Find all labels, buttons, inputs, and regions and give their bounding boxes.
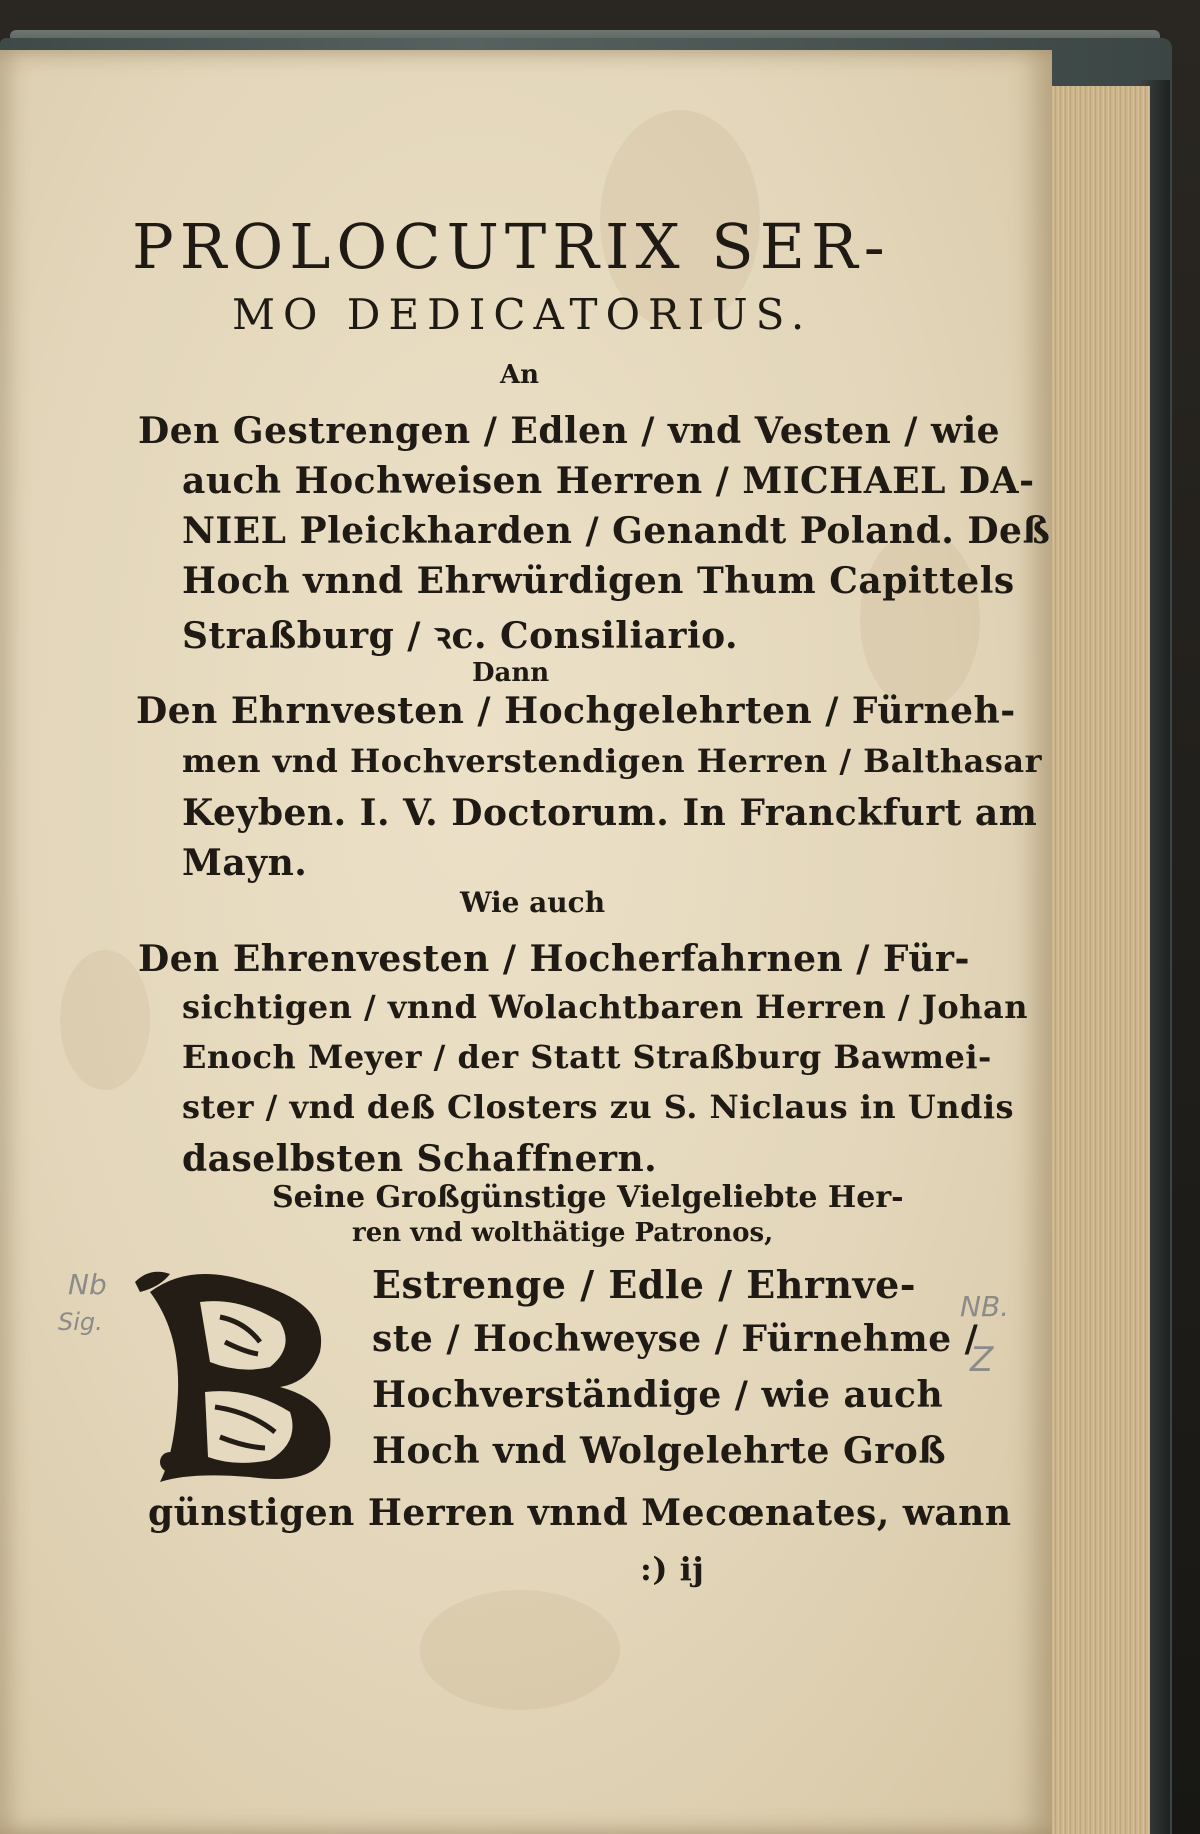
- para4-line: günstigen Herren vnnd Mecœnates, wann: [148, 1492, 1012, 1534]
- para3-line: sichtigen / vnnd Wolachtbaren Herren / Johan: [182, 988, 1028, 1026]
- para4-line: ste / Hochweyse / Fürnehme /: [372, 1318, 979, 1360]
- heading-an: An: [500, 360, 540, 390]
- para1-line: Hoch vnnd Ehrwürdigen Thum Capittels: [182, 560, 1015, 602]
- heading-wie-auch: Wie auch: [460, 886, 606, 919]
- para1-line: Straßburg / ꝛc. Consiliario.: [182, 615, 739, 657]
- paper-stain: [60, 950, 150, 1090]
- para2-line: Mayn.: [182, 842, 308, 884]
- margin-note-right: Z: [970, 1340, 994, 1380]
- title-line-2: MO DEDICATORIUS.: [232, 290, 813, 339]
- title-line-1: PROLOCUTRIX SER-: [132, 210, 891, 283]
- paper-stain: [420, 1590, 620, 1710]
- para2-line: Den Ehrnvesten / Hochgelehrten / Fürneh-: [136, 690, 1016, 732]
- para3-line: daselbsten Schaffnern.: [182, 1138, 658, 1180]
- para4-line: Hoch vnd Wolgelehrte Groß: [372, 1430, 947, 1472]
- para3-line: ster / vnd deß Closters zu S. Niclaus in Undis: [182, 1088, 1014, 1126]
- paper-stain: [860, 530, 980, 710]
- decorated-initial: [130, 1262, 360, 1492]
- para1-line: auch Hochweisen Herren / MICHAEL DA-: [182, 460, 1035, 502]
- salutation-line: Seine Großgünstige Vielgeliebte Her-: [272, 1180, 904, 1215]
- margin-note-left: Nb: [68, 1268, 107, 1301]
- page-edges: [1040, 86, 1150, 1834]
- para2-line: men vnd Hochverstendigen Herren / Balthasar: [182, 742, 1042, 780]
- para1-line: Den Gestrengen / Edlen / vnd Vesten / wie: [138, 410, 1001, 452]
- margin-note-right: NB.: [960, 1290, 1010, 1323]
- para3-line: Den Ehrenvesten / Hocherfahrnen / Für-: [138, 938, 970, 980]
- margin-note-left: Sig.: [58, 1308, 103, 1336]
- para4-line: Estrenge / Edle / Ehrnve-: [372, 1262, 917, 1307]
- para3-line: Enoch Meyer / der Statt Straßburg Bawmei-: [182, 1038, 992, 1076]
- signature-mark: :) ij: [640, 1550, 705, 1588]
- para1-line: NIEL Pleickharden / Genandt Poland. Deß: [182, 510, 1051, 552]
- para2-line: Keyben. I. V. Doctorum. In Franckfurt am: [182, 792, 1038, 834]
- para4-line: Hochverständige / wie auch: [372, 1374, 944, 1416]
- heading-dann: Dann: [472, 658, 550, 688]
- decorated-initial-icon: [130, 1262, 360, 1492]
- salutation-line: ren vnd wolthätige Patronos,: [352, 1218, 774, 1248]
